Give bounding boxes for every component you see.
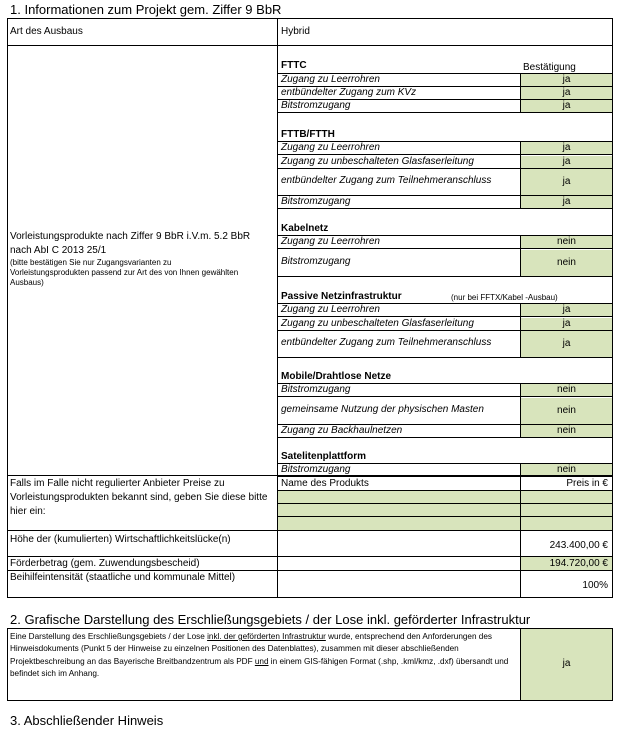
item-label-3-1: Zugang zu unbeschalteten Glasfaserleitung — [281, 318, 474, 329]
item-value-4-1[interactable]: nein — [557, 405, 576, 416]
item-value-3-1[interactable]: ja — [562, 318, 571, 329]
foerder-label: Förderbetrag (gem. Zuwendungsbescheid) — [10, 558, 200, 569]
item-value-3-2[interactable]: ja — [562, 338, 571, 349]
vorleistung-note: (bitte bestätigen Sie nur Zugangsvarianten zu Vorleistungsprodukten passend zur Art des von Ihnen gewählten Ausbaus) — [10, 258, 239, 287]
item-value-1-3[interactable]: ja — [562, 196, 571, 207]
item-label-4-2: Zugang zu Backhaulnetzen — [281, 425, 403, 436]
beihilfe-value: 100% — [582, 580, 608, 591]
group-title-1: FTTB/FTTH — [281, 129, 335, 140]
preise-col-price: Preis in € — [566, 478, 608, 489]
item-value-0-0[interactable]: ja — [562, 74, 571, 85]
group-title-5: Satelitenplattform — [281, 451, 367, 462]
foerder-value: 194.720,00 € — [549, 558, 608, 569]
luecke-value: 243.400,00 € — [549, 540, 608, 551]
group-title-4: Mobile/Drahtlose Netze — [281, 371, 392, 382]
item-value-1-2[interactable]: ja — [562, 176, 571, 187]
beihilfe-label: Beihilfeintensität (staatliche und kommunale Mittel) — [10, 572, 236, 583]
item-label-1-0: Zugang zu Leerrohren — [281, 142, 380, 153]
item-label-4-0: Bitstromzugang — [281, 384, 351, 395]
preise-col-product: Name des Produkts — [281, 478, 369, 489]
item-label-1-1: Zugang zu unbeschalteten Glasfaserleitung — [281, 156, 474, 167]
art-label: Art des Ausbaus — [10, 26, 83, 37]
group-title-3: Passive Netzinfrastruktur — [281, 291, 402, 302]
group-title-note-3: (nur bei FFTX/Kabel -Ausbau) — [451, 293, 558, 302]
item-label-2-1: Bitstromzugang — [281, 256, 351, 267]
section1-title: 1. Informationen zum Projekt gem. Ziffer 9 BbR — [10, 2, 282, 17]
item-value-4-2[interactable]: nein — [557, 425, 576, 436]
vorleistung-label: Vorleistungsprodukte nach Ziffer 9 BbR i.V.m. 5.2 BbR nach AbI C 2013 25/1 — [10, 231, 251, 256]
section3-title: 3. Abschließender Hinweis — [10, 713, 164, 728]
item-value-2-0[interactable]: nein — [557, 236, 576, 247]
preise-price-input-1[interactable] — [521, 491, 611, 503]
item-label-1-2: entbündelter Zugang zum Teilnehmeranschluss — [281, 175, 492, 186]
section2-value: ja — [562, 658, 571, 669]
item-label-3-2: entbündelter Zugang zum Teilnehmeranschluss — [281, 337, 492, 348]
item-value-4-0[interactable]: nein — [557, 384, 576, 395]
item-value-1-1[interactable]: ja — [562, 156, 571, 167]
section2-text: Eine Darstellung des Erschließungsgebiets / der Lose inkl. der geförderten Infrastruktur wurde, entsprechend den Anforderungen des Hinweisdokuments (Punkt 5 der Hinweise zu einzelnen Positionen des Datenblattes), zusammen mit dieser abschließenden Projektbeschreibung an das Bayerische Breitbandzentrum als PDF und in einem GIS-fähigen Format (.shp, .kml/kmz, .dxf) übersandt und befindet sich im Anhang. — [10, 632, 509, 679]
art-value: Hybrid — [281, 26, 310, 37]
preise-product-input-1[interactable] — [279, 491, 519, 503]
confirm-header: Bestätigung — [523, 62, 576, 73]
group-title-0: FTTC — [281, 60, 307, 71]
item-value-2-1[interactable]: nein — [557, 257, 576, 268]
item-value-0-1[interactable]: ja — [562, 87, 571, 98]
item-label-0-1: entbündelter Zugang zum KVz — [281, 87, 417, 98]
luecke-label: Höhe der (kumulierten) Wirtschaftlichkeitslücke(n) — [10, 534, 231, 545]
item-label-2-0: Zugang zu Leerrohren — [281, 236, 380, 247]
item-label-4-1: gemeinsame Nutzung der physischen Masten — [281, 404, 484, 415]
item-label-0-2: Bitstromzugang — [281, 100, 351, 111]
item-value-5-0[interactable]: nein — [557, 464, 576, 475]
item-label-0-0: Zugang zu Leerrohren — [281, 74, 380, 85]
group-title-2: Kabelnetz — [281, 223, 329, 234]
preise-label: Falls im Falle nicht regulierter Anbieter Preise zu Vorleistungsprodukten bekannt sind, geben Sie diese bitte hier ein: — [10, 478, 268, 517]
item-value-0-2[interactable]: ja — [562, 100, 571, 111]
item-label-1-3: Bitstromzugang — [281, 196, 351, 207]
item-value-1-0[interactable]: ja — [562, 142, 571, 153]
item-label-5-0: Bitstromzugang — [281, 464, 351, 475]
item-value-3-0[interactable]: ja — [562, 304, 571, 315]
item-label-3-0: Zugang zu Leerrohren — [281, 304, 380, 315]
section2-title: 2. Grafische Darstellung des Erschließungsgebiets / der Lose inkl. geförderter Infrastruktur — [10, 612, 531, 627]
